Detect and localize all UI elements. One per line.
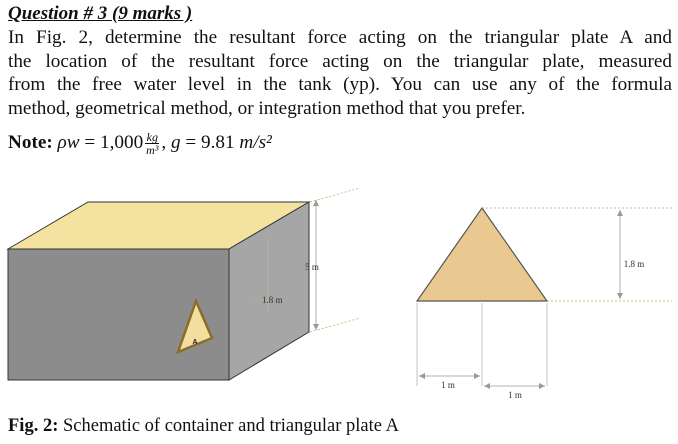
triangle-detail [417, 208, 547, 301]
g-unit: m/s² [239, 132, 272, 153]
note-comma: , [161, 132, 167, 153]
triangle-half-base-right-label: 1 m [508, 390, 522, 400]
plate-a-letter: A [192, 339, 198, 346]
container-height-dimension [305, 188, 360, 332]
container-height-label: 5 m [305, 262, 319, 272]
g-value: 9.81 [201, 132, 235, 153]
g-symbol: g [171, 132, 181, 153]
plate-depth-label: 1.8 m [262, 295, 283, 305]
figure-2-diagram [0, 180, 678, 416]
rho-unit-fraction [145, 131, 159, 156]
triangle-base-dimensions [417, 303, 547, 400]
g-equals: = [185, 132, 197, 153]
triangle-half-base-left-label: 1 m [441, 380, 455, 390]
rho-symbol: ρw [57, 132, 80, 153]
question-line-4: method, geometrical method, or integration method that you prefer. [8, 97, 526, 119]
figure-caption [8, 414, 399, 438]
rho-unit-numerator: kg [146, 130, 158, 145]
question-line-1: In Fig. 2, determine the resultant force acting on the triangular plate A and [8, 27, 672, 48]
note-line [8, 128, 272, 158]
triangle-height-label: 1.8 m [623, 259, 645, 269]
question-body [8, 26, 672, 120]
rho-unit-denominator: m³ [146, 143, 159, 158]
rho-equals: = [84, 132, 96, 153]
container-box [8, 202, 309, 380]
figure-caption-text: Schematic of container and triangular plate A [62, 416, 399, 436]
question-line-2: the location of the resultant force acting on the triangular plate, measured [8, 50, 672, 72]
rho-value: 1,000 [99, 132, 144, 153]
triangle-plate [417, 208, 547, 301]
question-heading: Question # 3 (9 marks ) [8, 3, 193, 24]
question-line-3: from the free water level in the tank (yp). You can use any of the formula [8, 74, 672, 95]
note-label: Note: [8, 132, 53, 153]
figure-caption-label: Fig. 2: [8, 416, 59, 436]
